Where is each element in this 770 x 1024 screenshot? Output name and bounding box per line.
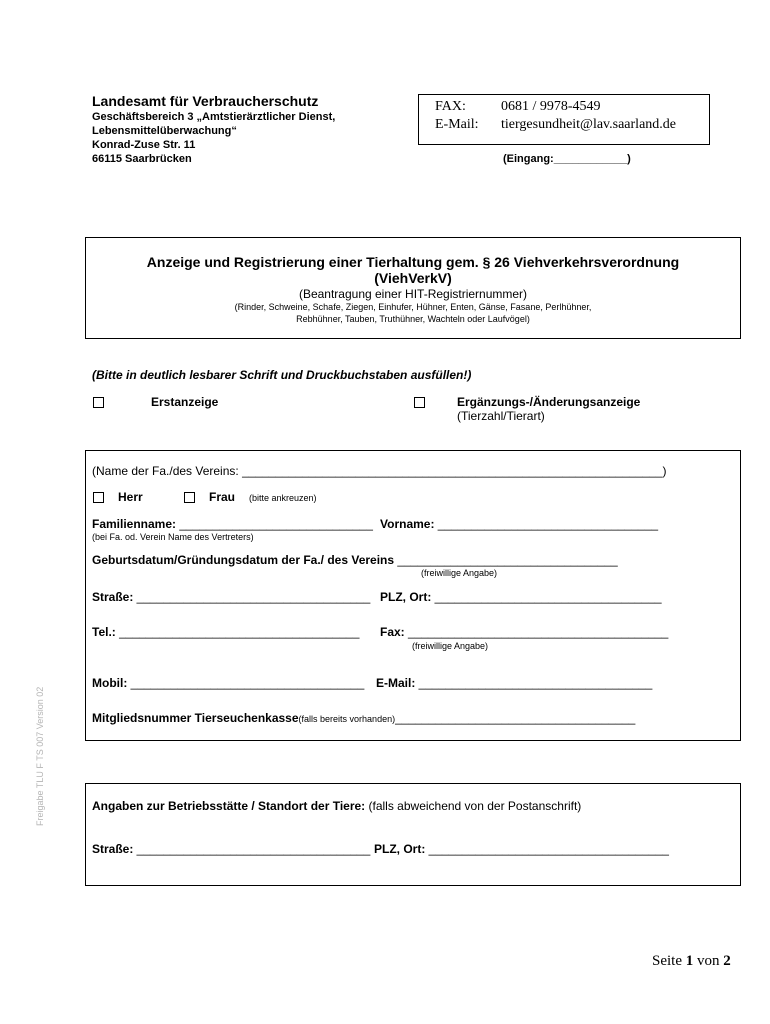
- form-title: Anzeige und Registrierung einer Tierhaltung gem. § 26 Viehverkehrsverordnung: [146, 254, 680, 270]
- site-heading: Angaben zur Betriebsstätte / Standort der Tiere:: [92, 799, 366, 813]
- site-strasse-row: [92, 842, 370, 856]
- mitgliedsnummer-row: [92, 711, 635, 725]
- optional-hint-fax: (freiwillige Angabe): [412, 641, 489, 651]
- email-label: E-Mail:: [435, 117, 479, 132]
- site-plz-label: PLZ, Ort:: [374, 842, 426, 856]
- representative-hint: (bei Fa. od. Verein Name des Vertreters): [92, 532, 254, 542]
- plz-field[interactable]: __________________________________: [431, 590, 662, 604]
- optional-hint-birth: (freiwillige Angabe): [421, 568, 498, 578]
- fax-field-label: Fax:: [380, 625, 405, 639]
- title-box: [85, 237, 741, 339]
- aenderungsanzeige-checkbox[interactable]: [414, 397, 425, 408]
- company-name-field[interactable]: (Name der Fa./des Vereins: _______________________________________________________________): [92, 464, 667, 478]
- sender-city: 66115 Saarbrücken: [92, 153, 192, 165]
- mitgliedsnummer-field[interactable]: ____________________________________: [395, 711, 636, 725]
- page-prefix: Seite: [652, 953, 686, 969]
- herr-checkbox[interactable]: [93, 492, 104, 503]
- fax-row: [380, 625, 668, 639]
- mobil-row: [92, 676, 364, 690]
- sender-line2: Lebensmittelüberwachung“: [92, 125, 237, 137]
- geburtsdatum-field[interactable]: _________________________________: [394, 553, 618, 567]
- animal-list-2: Rebhühner, Tauben, Truthühner, Wachteln oder Laufvögel): [296, 314, 530, 324]
- form-title-abbrev: (ViehVerkV): [374, 270, 452, 286]
- sender-street: Konrad-Zuse Str. 11: [92, 139, 196, 151]
- plz-label: PLZ, Ort:: [380, 590, 432, 604]
- current-page: 1: [685, 953, 694, 969]
- tick-hint: (bitte ankreuzen): [249, 493, 317, 503]
- site-hint: (falls abweichend von der Postanschrift): [365, 799, 582, 813]
- strasse-field[interactable]: ___________________________________: [133, 590, 371, 604]
- fill-instruction: (Bitte in deutlich lesbarer Schrift und Druckbuchstaben ausfüllen!): [92, 368, 472, 382]
- email-field[interactable]: ___________________________________: [415, 676, 653, 690]
- familienname-label: Familienname:: [92, 517, 177, 531]
- tel-label: Tel.:: [92, 625, 116, 639]
- aenderungsanzeige-label: Ergänzungs-/Änderungsanzeige: [457, 395, 641, 409]
- email-address: tiergesundheit@lav.saarland.de: [501, 117, 676, 132]
- geburtsdatum-label: Geburtsdatum/Gründungsdatum der Fa./ des Vereins: [92, 553, 395, 567]
- erstanzeige-label: Erstanzeige: [151, 395, 219, 409]
- eingang-field[interactable]: (Eingang:____________): [503, 153, 631, 165]
- erstanzeige-checkbox[interactable]: [93, 397, 104, 408]
- mitgliedsnummer-label: Mitgliedsnummer Tierseuchenkasse: [92, 711, 299, 725]
- sender-line1: Geschäftsbereich 3 „Amtstierärztlicher Dienst,: [92, 111, 336, 123]
- fax-number: 0681 / 9978-4549: [501, 99, 601, 114]
- page-number: [652, 953, 731, 970]
- contact-box: [418, 94, 710, 145]
- aenderungsanzeige-sub: (Tierzahl/Tierart): [457, 409, 545, 423]
- frau-checkbox[interactable]: [184, 492, 195, 503]
- mitgliedsnummer-hint: (falls bereits vorhanden): [298, 714, 396, 724]
- vorname-field[interactable]: _________________________________: [434, 517, 659, 531]
- vorname-label: Vorname:: [380, 517, 435, 531]
- tel-row: [92, 625, 359, 639]
- vorname-row: [380, 517, 658, 531]
- sender-name: Landesamt für Verbraucherschutz: [92, 93, 319, 109]
- page-mid: von: [693, 953, 724, 969]
- site-plz-field[interactable]: ____________________________________: [425, 842, 669, 856]
- strasse-label: Straße:: [92, 590, 134, 604]
- total-pages: 2: [723, 953, 731, 969]
- mobil-label: Mobil:: [92, 676, 128, 690]
- familienname-field[interactable]: _____________________________: [176, 517, 373, 531]
- tel-field[interactable]: ____________________________________: [115, 625, 360, 639]
- form-subtitle: (Beantragung einer HIT-Registriernummer): [298, 287, 528, 301]
- fax-label: FAX:: [435, 99, 466, 114]
- animal-list-1: (Rinder, Schweine, Schafe, Ziegen, Einhufer, Hühner, Enten, Gänse, Fasane, Perlhühner,: [234, 302, 592, 312]
- site-plz-row: [374, 842, 669, 856]
- site-heading-row: [92, 799, 581, 813]
- version-note: Freigabe TLU F TS 007 Version 02: [35, 686, 45, 826]
- fax-field[interactable]: _______________________________________: [404, 625, 669, 639]
- mobil-field[interactable]: ___________________________________: [127, 676, 365, 690]
- frau-label: Frau: [209, 490, 236, 504]
- site-strasse-label: Straße:: [92, 842, 134, 856]
- plz-row: [380, 590, 662, 604]
- herr-label: Herr: [118, 490, 143, 504]
- geburtsdatum-row: [92, 553, 618, 567]
- email-field-label: E-Mail:: [376, 676, 416, 690]
- site-strasse-field[interactable]: ___________________________________: [133, 842, 371, 856]
- email-row: [376, 676, 652, 690]
- strasse-row: [92, 590, 370, 604]
- familienname-row: [92, 517, 373, 531]
